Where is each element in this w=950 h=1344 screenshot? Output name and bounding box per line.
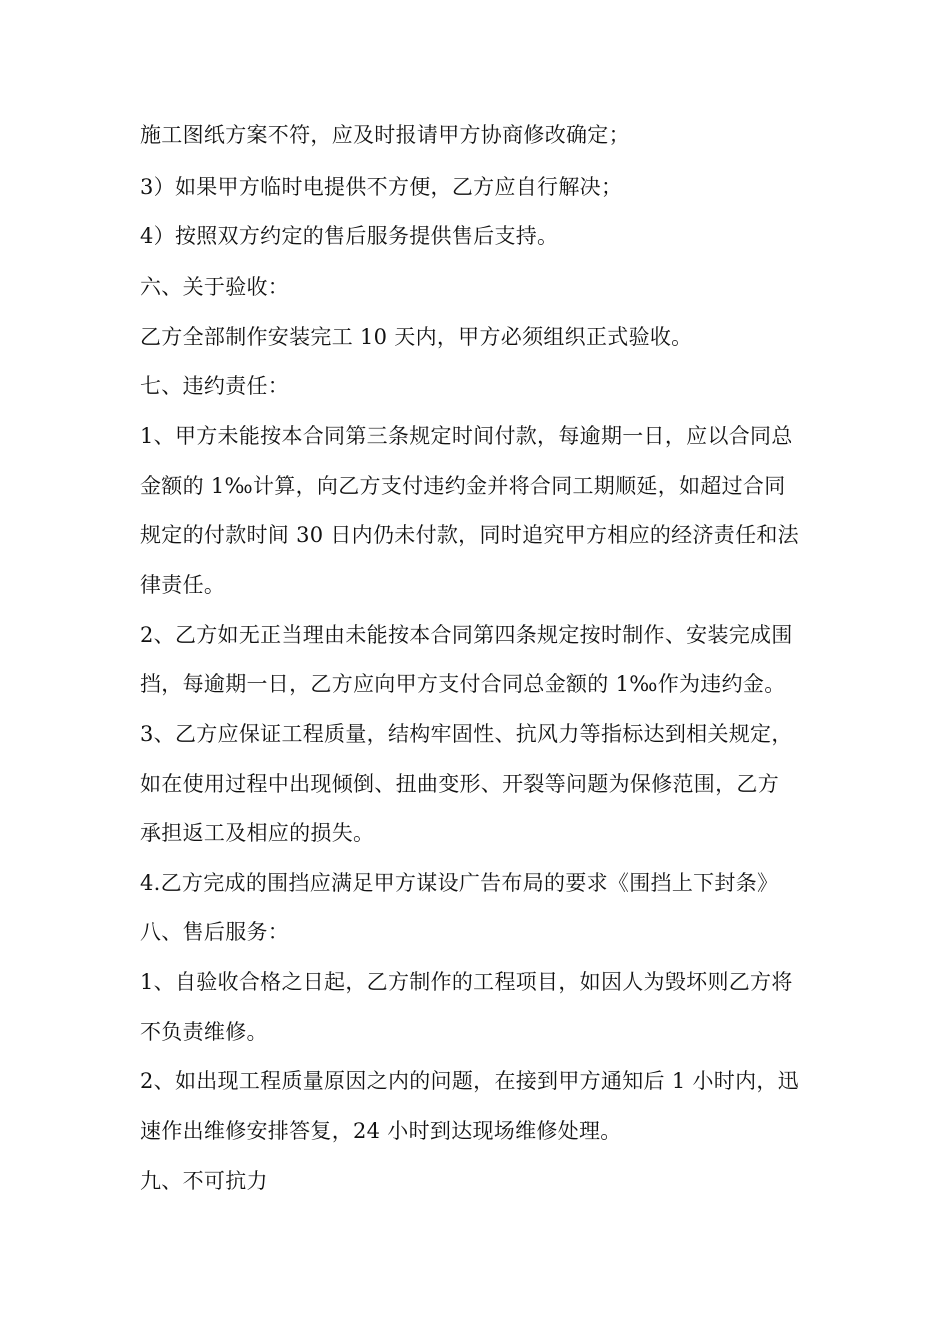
text-line-clause-5-2-continued: 施工图纸方案不符，应及时报请甲方协商修改确定； [140, 123, 630, 147]
text-line-breach-1b: 金额的 1‰计算，向乙方支付违约金并将合同工期顺延，如超过合同 [140, 474, 786, 498]
text-line-after-sales-2b: 速作出维修安排答复，24 小时到达现场维修处理。 [140, 1119, 622, 1143]
text-line-after-sales-1a: 1、自验收合格之日起，乙方制作的工程项目，如因人为毁坏则乙方将 [140, 970, 793, 994]
section-heading-breach: 七、违约责任： [140, 374, 290, 398]
text-line-after-sales-2a: 2、如出现工程质量原因之内的问题，在接到甲方通知后 1 小时内，迅 [140, 1069, 799, 1093]
text-line-breach-3b: 如在使用过程中出现倾倒、扭曲变形、开裂等问题为保修范围，乙方 [140, 772, 779, 796]
text-line-breach-3a: 3、乙方应保证工程质量，结构牢固性、抗风力等指标达到相关规定， [140, 722, 793, 746]
section-heading-force-majeure: 九、不可抗力 [140, 1169, 268, 1193]
text-line-breach-2a: 2、乙方如无正当理由未能按本合同第四条规定按时制作、安装完成围 [140, 623, 793, 647]
text-line-breach-4: 4.乙方完成的围挡应满足甲方谋设广告布局的要求《围挡上下封条》 [140, 871, 779, 895]
text-line-breach-3c: 承担返工及相应的损失。 [140, 821, 375, 845]
text-line-after-sales-1b: 不负责维修。 [140, 1020, 268, 1044]
text-line-breach-1d: 律责任。 [140, 573, 226, 597]
text-line-breach-1a: 1、甲方未能按本合同第三条规定时间付款，每逾期一日，应以合同总 [140, 424, 793, 448]
section-heading-acceptance: 六、关于验收： [140, 275, 290, 299]
text-line-breach-1c: 规定的付款时间 30 日内仍未付款，同时追究甲方相应的经济责任和法 [140, 523, 799, 547]
text-line-acceptance-body: 乙方全部制作安装完工 10 天内，甲方必须组织正式验收。 [140, 325, 693, 349]
text-line-clause-5-3: 3）如果甲方临时电提供不方便，乙方应自行解决； [140, 175, 623, 199]
text-line-clause-5-4: 4）按照双方约定的售后服务提供售后支持。 [140, 224, 559, 248]
section-heading-after-sales: 八、售后服务： [140, 920, 290, 944]
text-line-breach-2b: 挡，每逾期一日，乙方应向甲方支付合同总金额的 1‰作为违约金。 [140, 672, 786, 696]
